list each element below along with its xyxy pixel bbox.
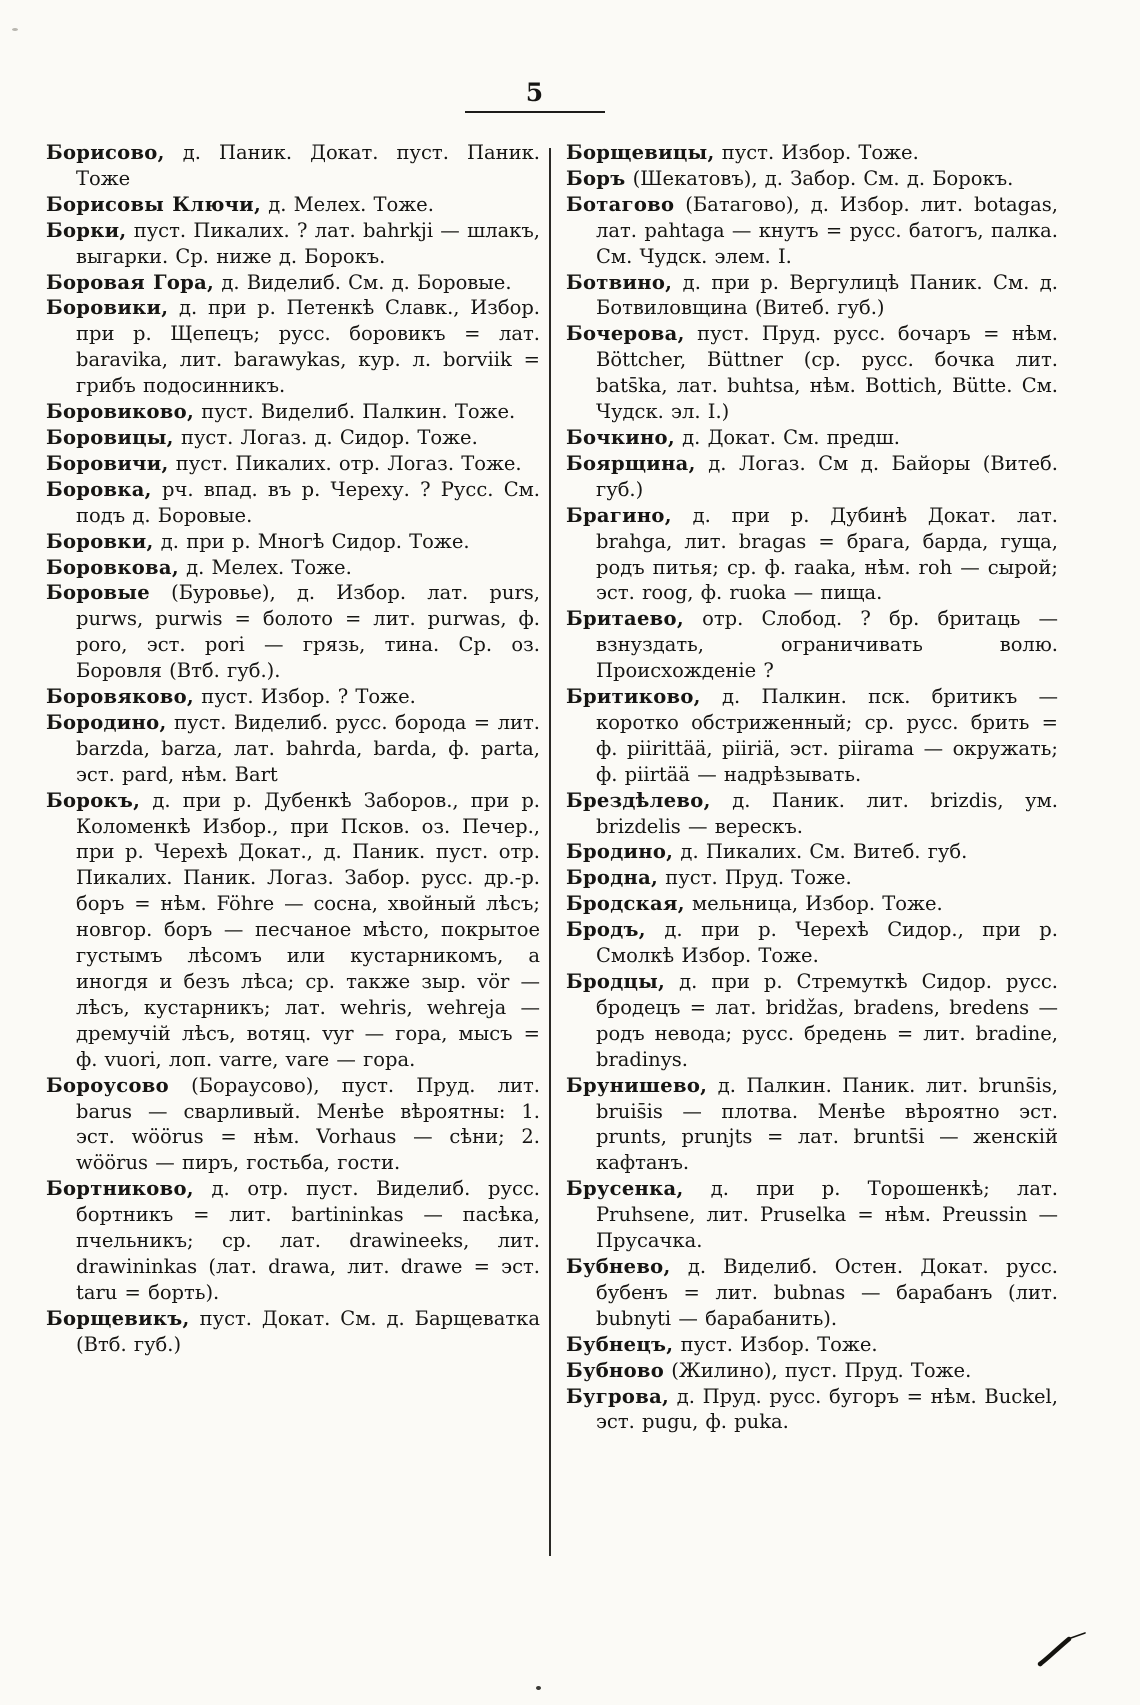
entry-body: пуст. Пруд. Тоже. — [658, 866, 852, 890]
entry-headword: Бородино, — [46, 710, 167, 734]
entry-headword: Борокъ, — [46, 788, 141, 812]
entry-headword: Бритаево, — [566, 607, 684, 631]
dictionary-entry — [566, 1254, 1058, 1332]
page-header — [455, 78, 615, 113]
entry-headword: Бугрова, — [566, 1384, 670, 1408]
dictionary-entry — [46, 1073, 540, 1177]
entry-headword: Борщевикъ, — [46, 1306, 190, 1330]
dictionary-entry — [566, 1073, 1058, 1177]
entry-body: д. Мелех. Тоже. — [178, 555, 352, 579]
ink-dot — [536, 1686, 541, 1690]
entry-body: д. Паник. Докат. пуст. Паник. Тоже — [76, 141, 540, 190]
dictionary-entry — [46, 218, 540, 270]
paper-speck — [12, 28, 18, 31]
entry-body: д. Паник. лит. brizdis, ум. brizdelis — верескъ. — [596, 788, 1058, 838]
dictionary-entry — [46, 555, 540, 581]
entry-body: (Жилино), пуст. Пруд. Тоже. — [664, 1358, 972, 1382]
entry-body: (Буровье), д. Избор. лат. purs, purws, purwis = болото = лит. purwas, ф. poro, эст. pori — грязь, тина. Ср. оз. Боровля (Втб. губ.). — [76, 581, 540, 683]
entry-headword: Боровицы, — [46, 425, 174, 449]
entry-headword: Борисовы Ключи, — [46, 192, 262, 216]
entry-body: пуст. Пикалих. отр. Логаз. Тоже. — [168, 451, 522, 475]
entry-headword: Боровиково, — [46, 400, 195, 424]
right-column — [566, 140, 1058, 1435]
entry-body: (Бораусово), пуст. Пруд. лит. barus — сварливый. Менѣе вѣроятны: 1. эст. wöörus = нѣм. Vorhaus — сѣни; 2. wöörus — пиръ, гостьба, гости. — [76, 1073, 540, 1175]
header-rule — [465, 111, 605, 113]
entry-headword: Боръ — [566, 166, 626, 190]
entry-body: пуст. Логаз. д. Сидор. Тоже. — [173, 425, 478, 449]
entry-body: д. Логаз. См д. Байоры (Витеб. губ.) — [596, 451, 1058, 501]
dictionary-entry — [46, 399, 540, 425]
dictionary-entry — [46, 477, 540, 529]
entry-body: д. Мелех. Тоже. — [261, 192, 434, 216]
entry-body: мельница, Избор. Тоже. — [684, 892, 943, 916]
entry-headword: Бродъ, — [566, 918, 646, 942]
dictionary-entry — [566, 1176, 1058, 1254]
dictionary-entry — [566, 1384, 1058, 1436]
entry-headword: Бочкино, — [566, 425, 675, 449]
dictionary-entry — [46, 140, 540, 192]
entry-headword: Боровяково, — [46, 685, 194, 709]
entry-body: д. при р. Петенкѣ Славк., Избор. при р. Щепецъ; русс. боровикъ = лат. baravika, лит. barawykas, кур. л. borviik = грибъ подосинникъ. — [76, 296, 540, 398]
entry-headword: Боровки, — [46, 529, 154, 553]
entry-headword: Боровичи, — [46, 451, 169, 475]
entry-body: д. Палкин. пск. бритикъ — коротко обстриженный; ср. русс. брить = ф. piirittää, piiriä, эст. piirama — окружать; ф. piirtää — надрѣзывать. — [596, 685, 1058, 786]
dictionary-entry — [566, 969, 1058, 1073]
entry-body: д. Виделиб. Остен. Докат. русс. бубенъ = лит. bubnas — барабанъ (лит. bubnyti — барабанить). — [596, 1254, 1058, 1330]
entry-body: д. при р. Дубинѣ Докат. лат. brahga, лит. bragas = брага, барда, гуща, родъ питья; ср. ф. raaka, нѣм. roh — сырой; эст. roog, ф. ruoka — пища. — [596, 503, 1058, 605]
dictionary-entry — [46, 425, 540, 451]
entry-body: д. Виделиб. См. д. Боровые. — [214, 270, 512, 294]
entry-headword: Бродино, — [566, 840, 674, 864]
dictionary-entry — [46, 580, 540, 684]
entry-headword: Бортниково, — [46, 1177, 194, 1201]
entry-headword: Боровая Гора, — [46, 270, 215, 294]
dictionary-entry — [46, 684, 540, 710]
dictionary-entry — [566, 192, 1058, 270]
dictionary-entry — [566, 425, 1058, 451]
dictionary-entry — [566, 891, 1058, 917]
dictionary-entry — [46, 1176, 540, 1306]
entry-body: д. при р. Стремуткѣ Сидор. русс. бродецъ = лат. bridžas, bradens, bredens — родъ невода; русс. бредень = лит. bradine, bradinys. — [596, 970, 1058, 1071]
entry-headword: Ботагово — [566, 192, 675, 216]
entry-headword: Бочерова, — [566, 322, 685, 346]
entry-body: (Шекатовъ), д. Забор. См. д. Борокъ. — [625, 166, 1014, 190]
entry-headword: Бродна, — [566, 866, 659, 890]
left-column — [46, 140, 540, 1358]
dictionary-entry — [46, 451, 540, 477]
entry-headword: Ботвино, — [566, 270, 673, 294]
dictionary-entry — [46, 295, 540, 399]
entry-body: пуст. Избор. Тоже. — [673, 1332, 878, 1356]
entry-headword: Боровики, — [46, 296, 169, 320]
entry-headword: Бороусово — [46, 1073, 169, 1097]
dictionary-entry — [566, 839, 1058, 865]
entry-headword: Борки, — [46, 218, 127, 242]
entry-body: пуст. Пикалих. ? лат. bahrkji — шлакъ, выгарки. Ср. ниже д. Борокъ. — [76, 218, 540, 268]
entry-body: пуст. Виделиб. русс. борода = лит. barzda, barza, лат. bahrda, barda, ф. parta, эст. pard, нѣм. Bart — [76, 710, 540, 786]
dictionary-entry — [46, 710, 540, 788]
dictionary-entry — [566, 1332, 1058, 1358]
entry-headword: Бубнево, — [566, 1254, 671, 1278]
page-number: 5 — [525, 78, 545, 107]
entry-headword: Борисово, — [46, 141, 165, 164]
dictionary-entry — [46, 788, 540, 1073]
dictionary-entry — [566, 166, 1058, 192]
entry-headword: Бродцы, — [566, 970, 666, 993]
dictionary-entry — [46, 192, 540, 218]
entry-body: д. Пикалих. См. Витеб. губ. — [673, 840, 968, 864]
column-divider-rule — [549, 148, 551, 1556]
entry-headword: Боровка, — [46, 477, 152, 501]
dictionary-entry — [566, 684, 1058, 788]
entry-body: д. Докат. См. предш. — [674, 425, 901, 449]
entry-body: пуст. Избор. ? Тоже. — [194, 685, 416, 709]
entry-body: пуст. Виделиб. Палкин. Тоже. — [194, 400, 516, 424]
entry-body: (Батагово), д. Избор. лит. botagas, лат. pahtaga — кнутъ = русс. батогъ, палка. См. Чудск. элем. I. — [596, 192, 1058, 268]
entry-body: рч. впад. въ р. Череху. ? Русс. См. подъ д. Боровые. — [76, 477, 540, 527]
dictionary-entry — [566, 451, 1058, 503]
dictionary-entry — [566, 788, 1058, 840]
entry-body: д. при р. Вергулицѣ Паник. См. д. Ботвиловщина (Витеб. губ.) — [596, 270, 1058, 320]
entry-headword: Борщевицы, — [566, 141, 715, 164]
entry-headword: Боровкова, — [46, 555, 179, 579]
dictionary-entry — [566, 503, 1058, 607]
entry-headword: Брездѣлево, — [566, 788, 711, 812]
dictionary-entry — [566, 270, 1058, 322]
dictionary-entry — [566, 865, 1058, 891]
entry-headword: Бубнецъ, — [566, 1332, 674, 1356]
entry-headword: Брагино, — [566, 503, 672, 527]
dictionary-entry — [566, 1358, 1058, 1384]
dictionary-entry — [46, 529, 540, 555]
entry-body: д. при р. Торошенкѣ; лат. Pruhsene, лит. Pruselka = нѣм. Preussin — Прусачка. — [596, 1177, 1058, 1253]
entry-headword: Брунишево, — [566, 1073, 708, 1097]
entry-body: д. Палкин. Паник. лит. bruns̄is, bruis̄is — плотва. Менѣе вѣроятно эст. prunts, prunjts = лат. brunts̄i — женскій кафтанъ. — [596, 1073, 1058, 1175]
dictionary-entry — [566, 140, 1058, 166]
dictionary-entry — [46, 1306, 540, 1358]
entry-body: пуст. Пруд. русс. бочаръ = нѣм. Böttcher, Büttner (ср. русс. бочка лит. bats̄ka, лат. buhtsa, нѣм. Bottich, Bütte. См. Чудск. эл. I.) — [596, 322, 1058, 424]
entry-headword: Боярщина, — [566, 451, 696, 475]
entry-body: д. Пруд. русс. бугоръ = нѣм. Buckel, эст. pugu, ф. puka. — [596, 1384, 1058, 1434]
dictionary-entry — [46, 270, 540, 296]
dictionary-entry — [566, 917, 1058, 969]
entry-headword: Бродская, — [566, 892, 685, 916]
dictionary-entry — [566, 321, 1058, 425]
entry-headword: Брусенка, — [566, 1177, 684, 1201]
entry-body: пуст. Избор. Тоже. — [714, 141, 919, 164]
entry-body: д. при р. Дубенкѣ Заборов., при р. Коломенкѣ Избор., при Псков. оз. Печер., при р. Черехѣ Докат., д. Паник. пуст. отр. Пикалих. Паник. Логаз. Забор. русс. др.-р. боръ = нѣм. Föhre — сосна, хвойный лѣсъ; новгор. боръ — песчаное мѣсто, покрытое густымъ лѣсомъ или кустарникомъ, а иногдя и безъ лѣса; ср. также зыр. vör — лѣсъ, кустарникъ; лат. wehris, wehreja — дремучій лѣсъ, вотяц. vyr — гора, мысъ = ф. vuori, лоп. varre, vare — гора. — [76, 788, 540, 1071]
entry-body: д. при р. Черехѣ Сидор., при р. Смолкѣ Избор. Тоже. — [596, 918, 1058, 968]
entry-headword: Боровые — [46, 581, 150, 605]
dictionary-entry — [566, 606, 1058, 684]
entry-body: пуст. Докат. См. д. Барщеватка (Втб. губ.) — [76, 1306, 540, 1356]
pen-mark — [1035, 1622, 1093, 1674]
entry-body: д. при р. Многѣ Сидор. Тоже. — [153, 529, 470, 553]
entry-headword: Бубново — [566, 1358, 665, 1382]
entry-headword: Бритиково, — [566, 685, 701, 709]
entry-body: отр. Слобод. ? бр. бритаць — взнуздать, ограничивать волю. Происхожденіе ? — [596, 607, 1058, 683]
entry-body: д. отр. пуст. Виделиб. русс. бортникъ = лит. bartininkas — пасѣка, пчельникъ; ср. лат. drawineeks, лит. drawininkas (лат. drawa, лит. drawe = эст. taru = борть). — [76, 1177, 540, 1304]
